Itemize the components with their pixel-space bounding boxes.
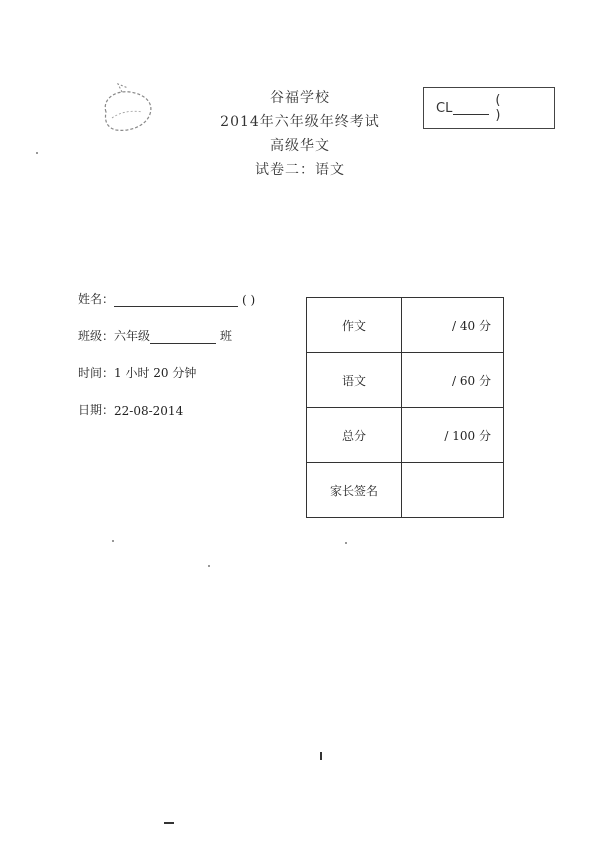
- time-label: 时间：: [78, 366, 115, 380]
- class-code-blank[interactable]: [453, 102, 489, 115]
- signature-field[interactable]: [402, 463, 504, 518]
- score-label: 语文: [307, 353, 402, 408]
- date-value: 22-08-2014: [114, 404, 184, 418]
- class-number-paren: ( ): [495, 93, 519, 123]
- score-label: 总分: [307, 408, 402, 463]
- school-name: 谷福学校: [270, 90, 330, 106]
- score-value[interactable]: / 40 分: [402, 298, 504, 353]
- school-logo-icon: [92, 82, 162, 138]
- subject-name: 高级华文: [270, 138, 330, 154]
- name-label: 姓名：: [78, 292, 115, 306]
- table-row: [307, 463, 504, 518]
- paper-title: 试卷二：语文: [255, 162, 345, 178]
- scan-mark: [164, 822, 174, 824]
- score-value[interactable]: / 60 分: [402, 353, 504, 408]
- scan-mark: [320, 752, 322, 760]
- scan-speck: [112, 540, 114, 542]
- exam-title: 2014年六年级年终考试: [220, 114, 380, 130]
- table-row: [307, 298, 504, 353]
- exam-header: [170, 86, 430, 182]
- class-code-box: [423, 87, 555, 129]
- class-suffix: 班: [220, 329, 233, 343]
- class-row: [78, 327, 232, 344]
- scan-speck: [36, 152, 38, 154]
- name-row: [78, 290, 255, 307]
- scan-speck: [345, 542, 347, 544]
- name-field[interactable]: [114, 294, 238, 307]
- table-row: [307, 353, 504, 408]
- time-value: 1 小时 20 分钟: [114, 366, 197, 380]
- table-row: [307, 408, 504, 463]
- score-label: 作文: [307, 298, 402, 353]
- name-paren: ( ): [242, 293, 256, 307]
- time-row: [78, 364, 196, 381]
- score-table: [306, 297, 504, 518]
- score-value[interactable]: / 100 分: [402, 408, 504, 463]
- scan-speck: [208, 565, 210, 567]
- date-row: [78, 401, 183, 418]
- class-code-prefix: CL: [436, 100, 453, 116]
- class-field[interactable]: [150, 331, 216, 344]
- signature-label: 家长签名: [307, 463, 402, 518]
- date-label: 日期：: [78, 403, 115, 417]
- class-label: 班级：六年级: [78, 329, 151, 343]
